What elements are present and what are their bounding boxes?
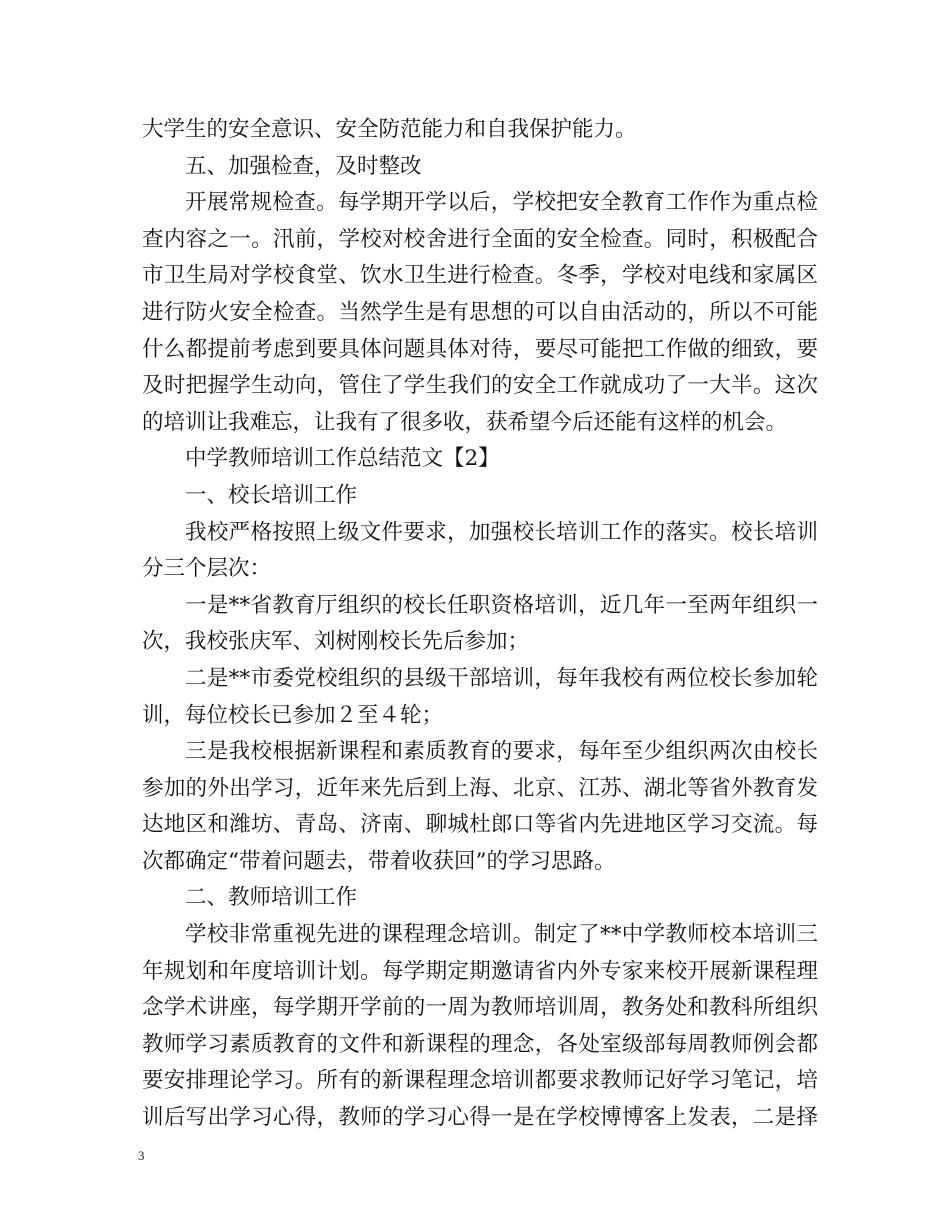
text-line: 达地区和潍坊、青岛、济南、聊城杜郎口等省内先进地区学习交流。每 — [142, 812, 818, 838]
text-line: 我校严格按照上级文件要求，加强校长培训工作的落实。校长培训 — [185, 519, 818, 545]
text-line: 教师学习素质教育的文件和新课程的理念，各处室级部每周教师例会都 — [142, 1031, 818, 1057]
document-body — [142, 112, 818, 1137]
text-line: 训后写出学习心得，教师的学习心得一是在学校博博客上发表，二是择 — [142, 1105, 818, 1131]
section-heading: 一、校长培训工作 — [185, 482, 358, 508]
article-title: 中学教师培训工作总结范文【2】 — [185, 446, 500, 472]
text-line: 分三个层次： — [142, 556, 272, 582]
text-line: 大学生的安全意识、安全防范能力和自我保护能力。 — [142, 117, 637, 142]
text-line: 参加的外出学习，近年来先后到上海、北京、江苏、湖北等省外教育发 — [142, 775, 818, 801]
text-line: 的培训让我难忘，让我有了很多收，获希望今后还能有这样的机会。 — [142, 409, 788, 435]
text-line: 一是**省教育厅组织的校长任职资格培训，近几年一至两年组织一 — [185, 592, 818, 618]
text-line: 次都确定“带着问题去，带着收获回”的学习思路。 — [142, 848, 616, 874]
section-heading: 二、教师培训工作 — [185, 885, 358, 911]
text-line: 念学术讲座，每学期开学前的一周为教师培训周，教务处和教科所组织 — [142, 995, 818, 1021]
text-line: 训，每位校长已参加２至４轮； — [142, 702, 444, 728]
text-line: 查内容之一。汛前，学校对校舍进行全面的安全检查。同时，积极配合 — [142, 226, 818, 252]
text-line: 学校非常重视先进的课程理念培训。制定了**中学教师校本培训三 — [185, 922, 818, 948]
text-line: 要安排理论学习。所有的新课程理念培训都要求教师记好学习笔记，培 — [142, 1068, 818, 1094]
text-line: 什么都提前考虑到要具体问题具体对待，要尽可能把工作做的细致，要 — [142, 336, 818, 362]
page-number: 3 — [138, 1148, 145, 1163]
section-heading: 五、加强检查，及时整改 — [185, 153, 422, 179]
text-line: 及时把握学生动向，管住了学生我们的安全工作就成功了一大半。这次 — [142, 373, 818, 399]
text-line: 二是**市委党校组织的县级干部培训，每年我校有两位校长参加轮 — [185, 665, 818, 691]
text-line: 次，我校张庆军、刘树刚校长先后参加； — [142, 629, 530, 655]
text-line: 开展常规检查。每学期开学以后，学校把安全教育工作作为重点检 — [185, 190, 818, 216]
text-line: 市卫生局对学校食堂、饮水卫生进行检查。冬季，学校对电线和家属区 — [142, 263, 818, 289]
text-line: 年规划和年度培训计划。每学期定期邀请省内外专家来校开展新课程理 — [142, 958, 818, 984]
text-line: 三是我校根据新课程和素质教育的要求，每年至少组织两次由校长 — [185, 739, 818, 765]
text-line: 进行防火安全检查。当然学生是有思想的可以自由活动的，所以不可能 — [142, 299, 818, 325]
